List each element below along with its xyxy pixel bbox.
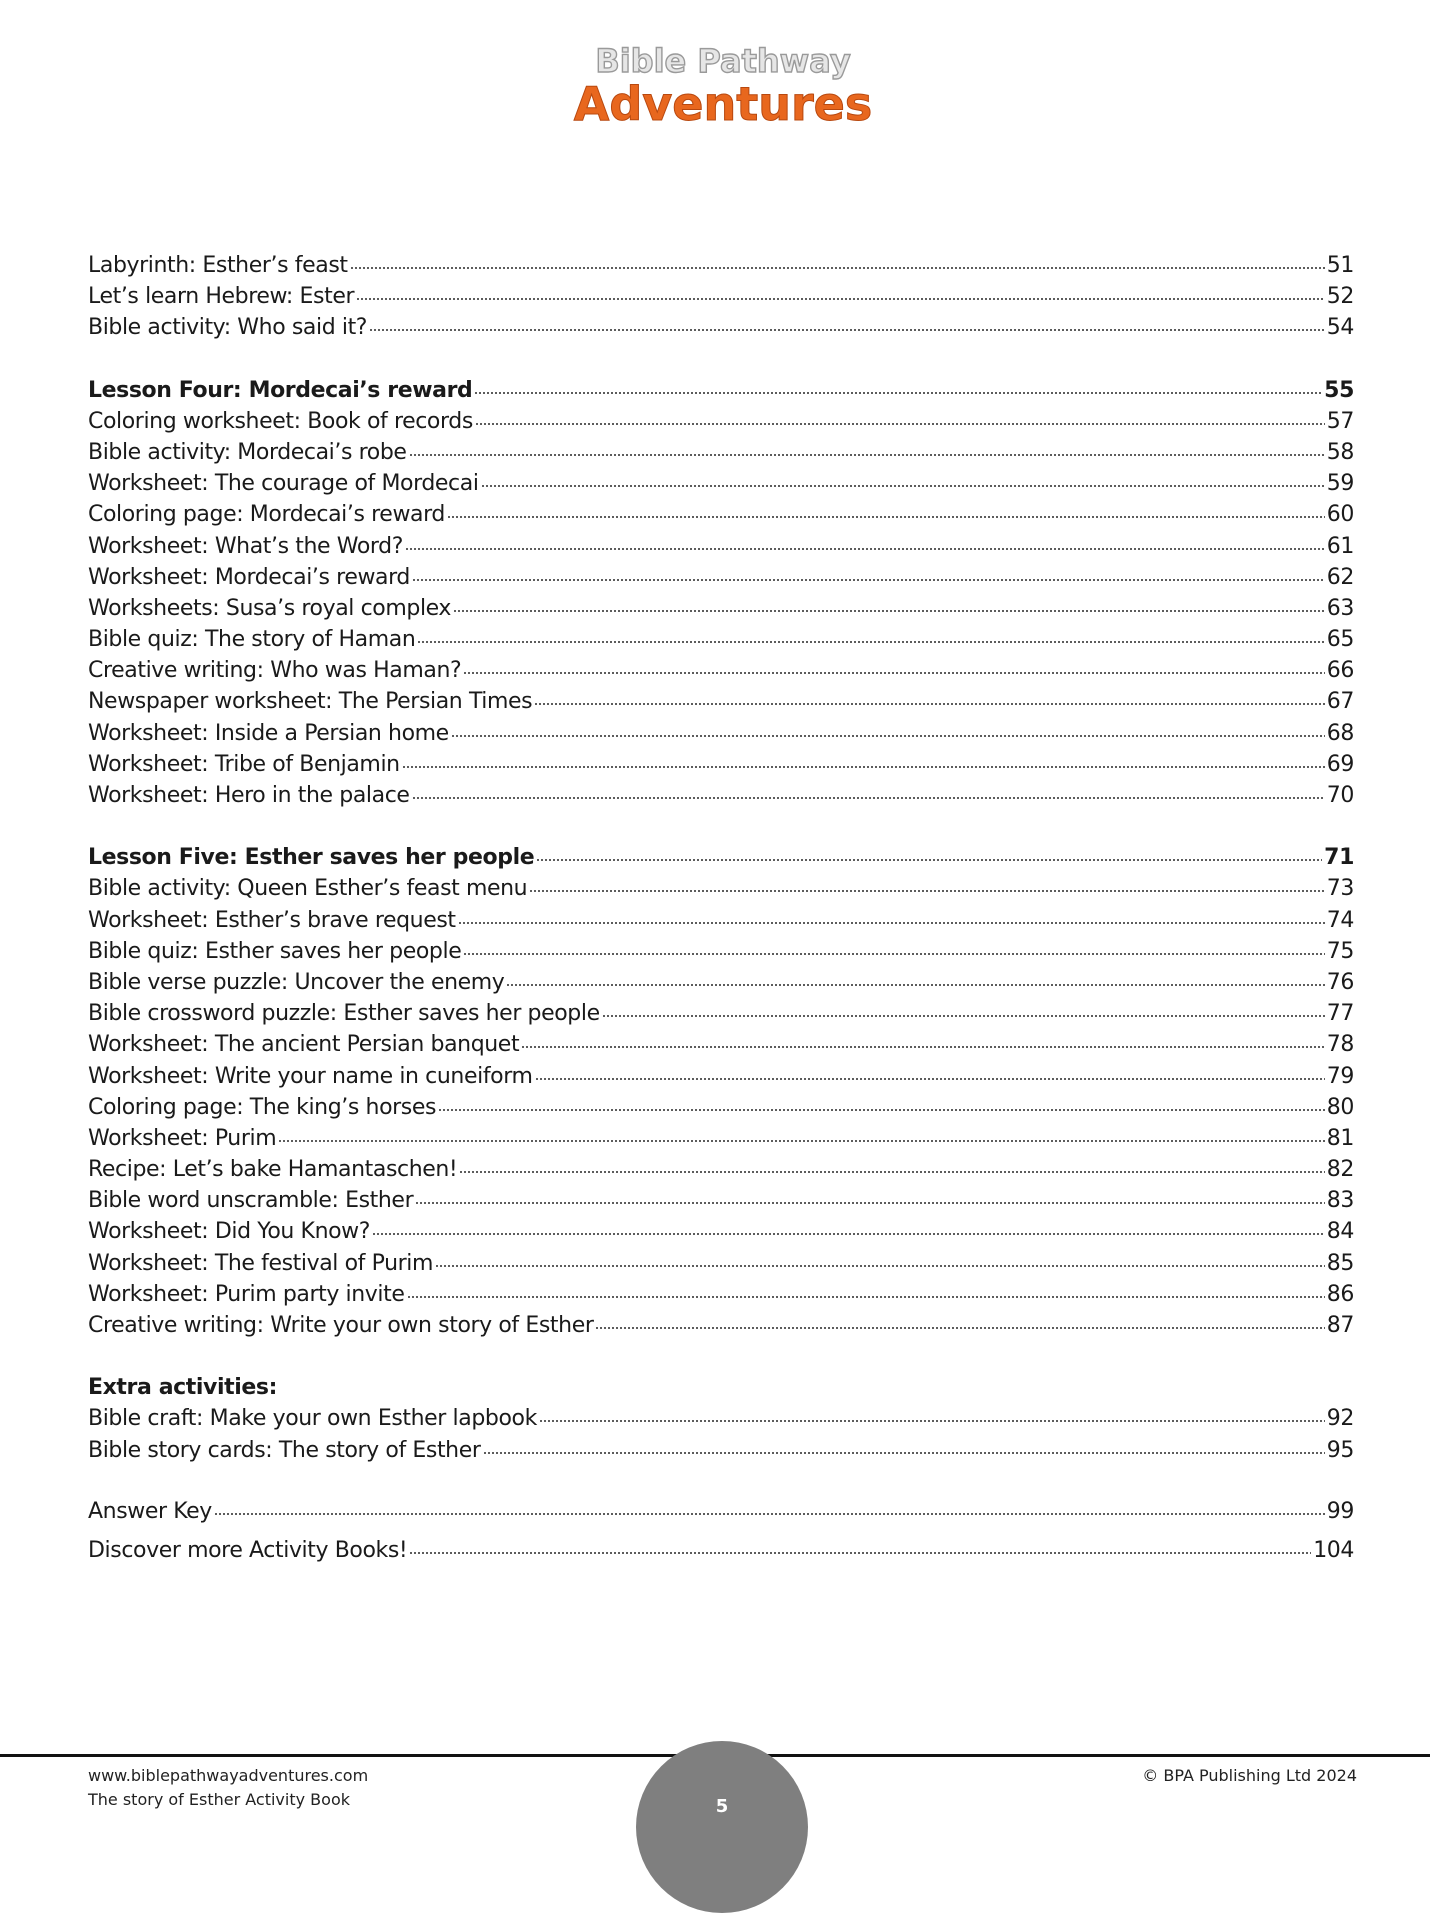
toc-entry-page: 63 [1326, 595, 1354, 621]
toc-entry-title: Worksheet: The ancient Persian banquet [88, 1032, 520, 1058]
toc-entry-page: 81 [1326, 1125, 1354, 1151]
toc-entry-title: Worksheet: The festival of Purim [88, 1250, 434, 1276]
toc-entry[interactable] [88, 1313, 1354, 1344]
toc-entry-page: 51 [1326, 253, 1354, 278]
dot-leader [463, 952, 1324, 956]
dot-leader [409, 1551, 1311, 1555]
toc-entry-title: Bible activity: Who said it? [88, 315, 368, 341]
toc-entry[interactable] [88, 471, 1354, 502]
entry-spacer [88, 1530, 1354, 1538]
toc-entry[interactable] [88, 1438, 1354, 1469]
toc-entry-title: Bible craft: Make your own Esther lapbook [88, 1406, 537, 1432]
toc-entry-page: 66 [1326, 658, 1354, 684]
toc-entry[interactable] [88, 284, 1354, 315]
footer-left [88, 1764, 368, 1812]
toc-entry-page: 69 [1326, 751, 1354, 777]
dot-leader [475, 422, 1325, 426]
toc-entry-title: Labyrinth: Esther’s feast [88, 253, 348, 278]
toc-entry-page: 77 [1326, 1001, 1354, 1027]
toc-entry-title: Newspaper worksheet: The Persian Times [88, 689, 533, 715]
toc-entry[interactable] [88, 1095, 1354, 1126]
dot-leader [412, 796, 1325, 800]
toc-entry[interactable] [88, 1219, 1354, 1250]
toc-entry-page: 70 [1326, 783, 1354, 808]
toc-entry[interactable] [88, 689, 1354, 720]
toc-entry-title: Worksheet: The courage of Mordecai [88, 471, 479, 497]
page-number: 5 [715, 1796, 729, 1817]
toc-entry-title: Worksheet: Tribe of Benjamin [88, 751, 400, 777]
dot-leader [435, 1264, 1325, 1268]
toc-entry[interactable] [88, 658, 1354, 689]
footer-book-title: The story of Esther Activity Book [88, 1790, 350, 1809]
toc-entry[interactable] [88, 1282, 1354, 1313]
toc-entry-title: Bible quiz: The story of Haman [88, 627, 416, 653]
toc-entry[interactable] [88, 1406, 1354, 1437]
dot-leader [506, 983, 1324, 987]
toc-entry[interactable] [88, 752, 1354, 783]
toc-entry-page: 68 [1326, 720, 1354, 746]
toc-entry-title: Discover more Activity Books! [88, 1537, 408, 1563]
toc-entry-page: 55 [1324, 377, 1354, 403]
toc-entry-title: Worksheets: Susa’s royal complex [88, 595, 452, 621]
toc-entry[interactable] [88, 440, 1354, 471]
dot-leader [451, 734, 1325, 738]
toc-entry-page: 74 [1326, 907, 1354, 933]
toc-entry-page: 60 [1326, 502, 1354, 528]
toc-entry-title: Bible verse puzzle: Uncover the enemy [88, 969, 505, 995]
toc-entry-page: 86 [1326, 1281, 1354, 1307]
dot-leader [214, 1512, 1325, 1516]
toc-entry[interactable] [88, 1538, 1354, 1569]
toc-entry-page: 57 [1326, 408, 1354, 434]
dot-leader [474, 391, 1322, 395]
dot-leader [535, 1077, 1325, 1081]
toc-entry-page: 80 [1326, 1094, 1354, 1120]
page-number-tab [636, 1741, 808, 1913]
toc-entry-title: Lesson Five: Esther saves her people [88, 845, 535, 871]
toc-entry-page: 95 [1326, 1437, 1354, 1463]
toc-entry-page: 52 [1326, 284, 1354, 310]
toc-entry[interactable] [88, 939, 1354, 970]
toc-entry-title: Worksheet: Write your name in cuneiform [88, 1063, 533, 1089]
toc-entry[interactable] [88, 1032, 1354, 1063]
dot-leader [458, 921, 1325, 925]
toc-entry[interactable] [88, 409, 1354, 440]
toc-entry-page: 59 [1326, 471, 1354, 497]
toc-entry-page: 65 [1326, 627, 1354, 653]
toc-entry-title: Worksheet: Purim [88, 1125, 277, 1151]
toc-entry-page: 62 [1326, 564, 1354, 590]
toc-entry-title: Let’s learn Hebrew: Ester [88, 284, 355, 310]
dot-leader [412, 578, 1325, 582]
dot-leader [372, 1232, 1325, 1236]
dot-leader [278, 1139, 1325, 1143]
toc-entry-title: Coloring worksheet: Book of records [88, 408, 473, 434]
toc-entry-page: 58 [1326, 439, 1354, 465]
toc-section-heading[interactable] [88, 1375, 1354, 1406]
toc-entry[interactable] [88, 627, 1354, 658]
section-spacer [88, 347, 1354, 378]
toc-entry-page: 54 [1326, 315, 1354, 341]
toc-entry[interactable] [88, 1126, 1354, 1157]
toc-section-heading[interactable] [88, 845, 1354, 876]
toc-section-heading[interactable] [88, 378, 1354, 409]
toc-entry-title: Extra activities: [88, 1375, 277, 1401]
toc-entry-title: Answer Key [88, 1498, 212, 1524]
toc-entry-title: Lesson Four: Mordecai’s reward [88, 377, 473, 403]
toc-entry-title: Worksheet: Purim party invite [88, 1281, 405, 1307]
toc-entry[interactable] [88, 970, 1354, 1001]
bible-pathway-adventures-logo [0, 34, 1445, 144]
section-spacer [88, 1344, 1354, 1375]
dot-leader [415, 1201, 1325, 1205]
toc-entry-page: 79 [1326, 1063, 1354, 1089]
toc-entry-title: Bible word unscramble: Esther [88, 1188, 414, 1214]
toc-entry-title: Worksheet: Inside a Persian home [88, 720, 449, 746]
toc-entry-title: Bible quiz: Esther saves her people [88, 938, 462, 964]
toc-entry-title: Worksheet: Mordecai’s reward [88, 564, 410, 590]
dot-leader [350, 266, 1325, 270]
dot-leader [409, 453, 1325, 457]
toc-entry-title: Recipe: Let’s bake Hamantaschen! [88, 1157, 458, 1183]
toc-entry-page: 78 [1326, 1032, 1354, 1058]
toc-entry-title: Creative writing: Who was Haman? [88, 658, 462, 684]
toc-entry[interactable] [88, 721, 1354, 752]
toc-entry-page: 92 [1326, 1406, 1354, 1432]
footer-copyright: © BPA Publishing Ltd 2024 [1142, 1766, 1357, 1785]
toc-entry-page: 82 [1326, 1157, 1354, 1183]
logo-line2: Adventures [573, 77, 872, 131]
toc-entry-title: Coloring page: Mordecai’s reward [88, 502, 445, 528]
dot-leader [463, 671, 1325, 675]
dot-leader [417, 640, 1324, 644]
section-spacer [88, 814, 1354, 845]
dot-leader [369, 328, 1325, 332]
footer-website[interactable]: www.biblepathwayadventures.com [88, 1766, 369, 1785]
toc-entry-title: Bible crossword puzzle: Esther saves her people [88, 1001, 600, 1027]
dot-leader [356, 297, 1325, 301]
table-of-contents [88, 253, 1354, 1569]
toc-entry-page: 61 [1326, 533, 1354, 559]
dot-leader [405, 547, 1325, 551]
toc-entry[interactable] [88, 1064, 1354, 1095]
dot-leader [595, 1326, 1324, 1330]
dot-leader [407, 1295, 1325, 1299]
toc-entry[interactable] [88, 908, 1354, 939]
toc-entry-page: 67 [1326, 689, 1354, 715]
section-spacer [88, 1469, 1354, 1499]
toc-entry[interactable] [88, 1499, 1354, 1530]
toc-entry[interactable] [88, 253, 1354, 284]
toc-entry[interactable] [88, 1001, 1354, 1032]
dot-leader [438, 1108, 1325, 1112]
dot-leader [521, 1045, 1325, 1049]
toc-entry-page: 99 [1326, 1498, 1354, 1524]
toc-entry-title: Worksheet: What’s the Word? [88, 533, 403, 559]
dot-leader [402, 765, 1325, 769]
dot-leader [534, 702, 1325, 706]
toc-entry-page: 85 [1326, 1250, 1354, 1276]
toc-entry-title: Bible story cards: The story of Esther [88, 1437, 481, 1463]
dot-leader [602, 1014, 1325, 1018]
toc-entry-page: 71 [1324, 845, 1354, 871]
toc-entry[interactable] [88, 1251, 1354, 1282]
dot-leader [459, 1170, 1324, 1174]
dot-leader [539, 1419, 1325, 1423]
toc-entry-page: 104 [1313, 1537, 1354, 1563]
toc-entry[interactable] [88, 1188, 1354, 1219]
toc-entry[interactable] [88, 596, 1354, 627]
toc-entry[interactable] [88, 565, 1354, 596]
toc-entry[interactable] [88, 783, 1354, 814]
toc-entry-page: 83 [1326, 1188, 1354, 1214]
toc-entry-page: 75 [1326, 938, 1354, 964]
toc-entry[interactable] [88, 315, 1354, 346]
toc-entry-title: Bible activity: Mordecai’s robe [88, 439, 407, 465]
dot-leader [453, 609, 1325, 613]
toc-entry-title: Worksheet: Hero in the palace [88, 783, 410, 808]
toc-entry-title: Creative writing: Write your own story of Esther [88, 1313, 594, 1338]
toc-entry[interactable] [88, 876, 1354, 907]
toc-entry-page: 76 [1326, 969, 1354, 995]
toc-entry[interactable] [88, 534, 1354, 565]
toc-entry-title: Worksheet: Esther’s brave request [88, 907, 456, 933]
dot-leader [483, 1451, 1325, 1455]
toc-entry-page: 84 [1326, 1219, 1354, 1245]
toc-entry-page: 73 [1326, 876, 1354, 902]
toc-entry[interactable] [88, 502, 1354, 533]
dot-leader [447, 515, 1325, 519]
toc-entry-title: Coloring page: The king’s horses [88, 1094, 437, 1120]
toc-entry-title: Worksheet: Did You Know? [88, 1219, 371, 1245]
dot-leader [536, 858, 1322, 862]
dot-leader [481, 484, 1325, 488]
dot-leader [529, 889, 1325, 893]
toc-entry-page: 87 [1326, 1313, 1354, 1338]
logo-line1: Bible Pathway [594, 42, 851, 80]
toc-entry-title: Bible activity: Queen Esther’s feast menu [88, 876, 528, 902]
toc-entry[interactable] [88, 1157, 1354, 1188]
